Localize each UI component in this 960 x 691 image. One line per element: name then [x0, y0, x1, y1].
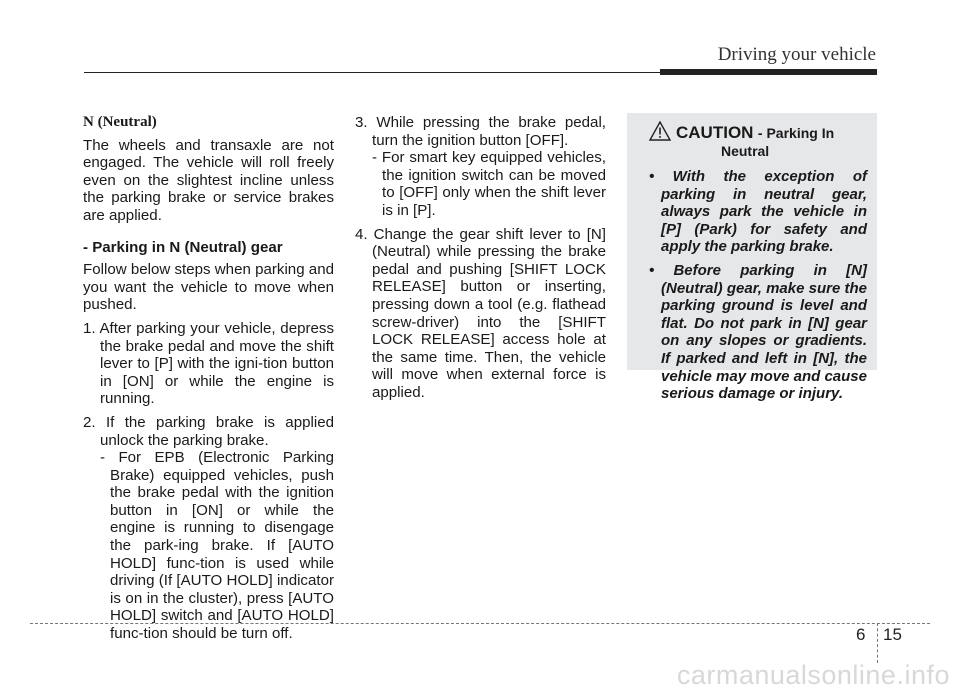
step-2	[83, 414, 334, 643]
caution-subtitle-1: - Parking In	[757, 125, 835, 141]
footer-rule	[30, 623, 930, 624]
header-title: Driving your vehicle	[717, 44, 876, 65]
step-2-sub: - For EPB (Electronic Parking Brake) equipped vehicles, push the brake pedal with the ignition button in [ON] or while the engine is running to disengage the park-ing brake. If [AUTO HOLD] func-tion is used while driving (If [AUTO HOLD] indicator is on in the cluster), press [AUTO HOLD] switch and [AUTO HOLD] func-tion should be turn off.	[100, 449, 334, 643]
caution-box	[627, 113, 877, 403]
step-3	[355, 114, 606, 220]
page-number-divider	[877, 623, 878, 663]
steps-intro: Follow below steps when parking and you want the vehicle to move when pushed.	[83, 261, 334, 314]
watermark: carmanualsonline.info	[676, 660, 950, 690]
step-4: 4. Change the gear shift lever to [N] (Neutral) while pressing the brake pedal and pushing [SHIFT LOCK RELEASE] button or inserting, pressing down a tool (e.g. flathead screw-driver) into the [SHIFT LOCK RELEASE] access hole at the same time. Then, the vehicle will move when external force is applied.	[355, 225, 606, 401]
page-number: 15	[883, 625, 902, 644]
chapter-number: 6	[856, 625, 866, 644]
caution-bullet-1: • With the exception of parking in neutral gear, always park the vehicle in [P] (Park) for safety and apply the parking brake.	[649, 168, 867, 256]
step-3-text: 3. While pressing the brake pedal, turn the ignition button [OFF].	[355, 114, 606, 149]
header-rule-thin	[84, 72, 660, 73]
intro-paragraph: The wheels and transaxle are not engaged. The vehicle will roll freely even on the slightest incline unless the parking brake or service brakes are applied.	[83, 136, 334, 224]
step-3-sub: - For smart key equipped vehicles, the ignition switch can be moved to [OFF] only when the shift lever is in [P].	[372, 149, 606, 219]
caution-word: CAUTION	[676, 123, 754, 142]
step-2-text: 2. If the parking brake is applied unlock the parking brake.	[83, 413, 334, 449]
section-heading: N (Neutral)	[83, 114, 157, 130]
header-rule-thick	[660, 69, 877, 75]
caution-title	[649, 123, 867, 160]
warning-triangle-icon	[649, 121, 671, 141]
step-1: 1. After parking your vehicle, depress the brake pedal and move the shift lever to [P] with the igni-tion button in [ON] or while the engine is running.	[83, 319, 334, 408]
middle-column	[355, 114, 606, 408]
caution-bullet-2: • Before parking in [N] (Neutral) gear, make sure the parking ground is level and flat. Do not park in [N] gear on any slopes or gradients. If parked and left in [N], the vehicle may move and cause serious damage or injury.	[649, 261, 867, 403]
left-column	[83, 114, 334, 643]
subheading: - Parking in N (Neutral) gear	[83, 238, 283, 256]
caution-subtitle-2: Neutral	[720, 143, 770, 159]
